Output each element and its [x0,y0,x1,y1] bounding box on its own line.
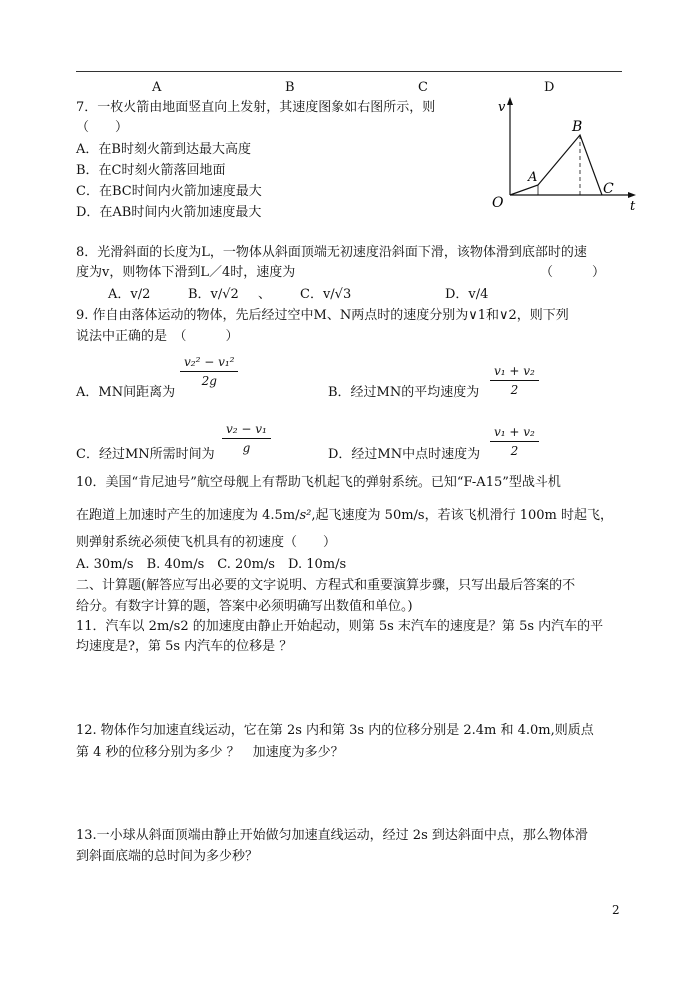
q9-line2: 说法中正确的是 （ ） [76,329,239,344]
q8-line2: 度为v，则物体下滑到L／4时，速度为 [76,265,296,280]
prev-option-d: D [544,80,555,95]
q10-options: A. 30m/s B. 40m/s C. 20m/s D. 10m/s [76,557,347,572]
q7-option-b: B．在C时刻火箭落回地面 [76,163,226,178]
prev-option-b: B [285,80,295,95]
q9-fraction-c: v₂ − v₁ g [222,422,271,455]
q7-option-d: D．在AB时间内火箭加速度最大 [76,205,262,220]
q13-line1: 13.一小球从斜面顶端由静止开始做匀加速直线运动，经过 2s 到达斜面中点，那么物体滑 [76,828,588,843]
prev-option-a: A [152,80,162,95]
q10-line3: 则弹射系统必须使飞机具有的初速度（ ） [76,535,337,550]
q9-line1: 9. 作自由落体运动的物体，先后经过空中M、N两点时的速度分别为∨1和∨2，则下列 [76,308,569,323]
q9-option-c: C．经过MN所需时间为 [76,447,215,462]
q8-option-c: C．v/√3 [300,287,352,302]
velocity-time-graph [490,95,645,215]
q8-line1: 8．光滑斜面的长度为L，一物体从斜面顶端无初速度沿斜面下滑，该物体滑到底部时的速 [76,245,587,260]
section2-line2: 给分。有数字计算的题，答案中必须明确写出数值和单位。) [76,599,413,614]
q10-line1: 10．美国“肯尼迪号”航空母舰上有帮助飞机起飞的弹射系统。已知“F-A15”型战斗机 [76,475,561,490]
graph-point-a: A [528,170,538,185]
q11-line2: 均速度是?，第 5s 内汽车的位移是 ？ [76,639,293,654]
graph-origin-label: O [492,195,504,211]
page-number: 2 [612,903,620,917]
graph-point-b: B [572,119,583,135]
q9-option-a: A．MN间距离为 [76,385,176,400]
graph-point-c: C [603,181,614,197]
q7-paren: （ ） [76,120,129,135]
q9-option-b: B．经过MN的平均速度为 [328,385,480,400]
top-rule [76,71,622,72]
q9-fraction-a: v₂² − v₁² 2g [180,355,238,388]
section2-line1: 二、计算题(解答应写出必要的文字说明、方程式和重要演算步骤，只写出最后答案的不 [76,578,576,593]
q7-option-c: C．在BC时间内火箭加速度最大 [76,184,262,199]
q13-line2: 到斜面底端的总时间为多少秒？ [76,849,259,864]
q12-line1: 12. 物体作匀加速直线运动，它在第 2s 内和第 3s 内的位移分别是 2.4m 和 4.0m,则质点 [76,723,594,738]
q10-line2: 在跑道上加速时产生的加速度为 4.5m/s²,起飞速度为 50m/s，若该飞机滑行 100m 时起飞， [76,508,613,523]
prev-option-c: C [418,80,428,95]
graph-t-label: t [630,199,636,214]
graph-v-label: v [498,100,506,115]
q8-separator: 、 [258,287,272,302]
q8-option-b: B．v/√2 [188,287,239,302]
q11-line1: 11．汽车以 2m/s2 的加速度由静止开始起动，则第 5s 末汽车的速度是？第 5s 内汽车的平 [76,619,604,634]
q9-fraction-b: v₁ + v₂ 2 [490,364,539,397]
q9-fraction-d: v₁ + v₂ 2 [490,425,539,458]
q8-option-d: D．v/4 [445,287,489,302]
q7-option-a: A．在B时刻火箭到达最大高度 [76,142,251,157]
q8-paren: （ ） [540,265,606,280]
q7-stem: 7．一枚火箭由地面竖直向上发射，其速度图象如右图所示，则 [76,100,436,115]
q10-unit: s² [299,508,312,523]
q12-line2: 第 4 秒的位移分别为多少 ？ 加速度为多少？ [76,745,344,760]
q8-option-a: A．v/2 [108,287,151,302]
q9-option-d: D．经过MN中点时速度为 [328,447,481,462]
